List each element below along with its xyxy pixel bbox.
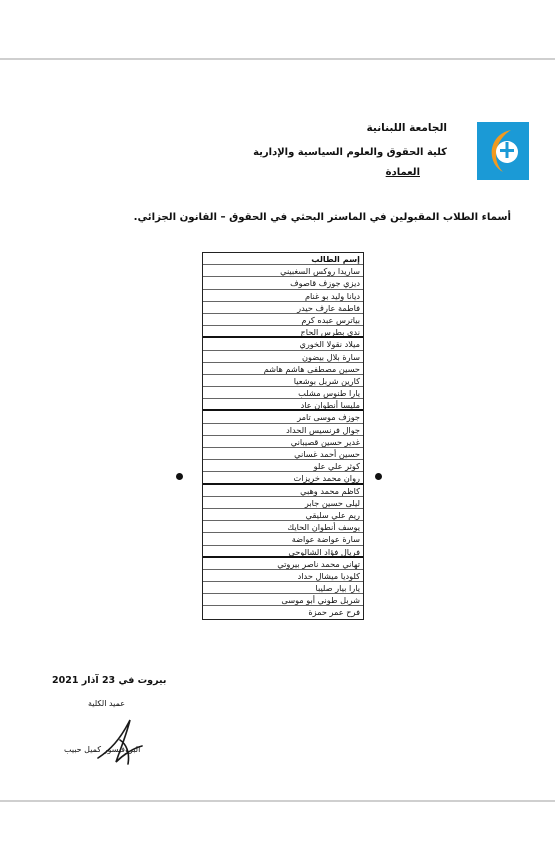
table-row: يارا بيار صليبا (203, 582, 363, 594)
table-row: كارين شربل بوشعيا (203, 375, 363, 387)
table-row: سارة عواضة عواضة (203, 533, 363, 545)
table-row: ليلى حسين جابر (203, 497, 363, 509)
university-logo (477, 122, 529, 180)
table-row: حسين مصطفى هاشم هاشم (203, 363, 363, 375)
table-row: فريال فؤاد الشالوحي (203, 546, 363, 558)
top-border-line (0, 58, 555, 60)
table-row: ديانا وليد بو غنام (203, 290, 363, 302)
table-row: حسين أحمد غساني (203, 448, 363, 460)
table-row: ساريدا روكس السغبيني (203, 265, 363, 277)
deanship-label: العمادة (385, 167, 420, 178)
table-row: ندى بطرس الحاج (203, 326, 363, 338)
table-header: إسم الطالب (203, 253, 363, 265)
university-name: الجامعة اللبنانية (366, 122, 447, 134)
table-row: بياترس عبده كرم (203, 314, 363, 326)
table-row: تهاني محمد ناصر بيروتي (203, 558, 363, 570)
students-table (202, 252, 364, 620)
signature-icon (90, 710, 150, 772)
table-row: جوزف موسى تامر (203, 411, 363, 423)
table-row: كاظم محمد وهبي (203, 485, 363, 497)
table-row: غدير حسين قصيباني (203, 436, 363, 448)
table-row: ريم علي سليقي (203, 509, 363, 521)
table-row: فاطمة عارف حيدر (203, 302, 363, 314)
table-row: فرح عمر حمزة (308, 607, 360, 618)
table-row: يارا طنوس مشلب (203, 387, 363, 399)
bullet-dot-right (375, 473, 382, 480)
bottom-border-line (0, 800, 555, 802)
table-row: جوال فرنسيس الحداد (203, 424, 363, 436)
bullet-dot-left (176, 473, 183, 480)
table-row: روان محمد خريزات (203, 472, 363, 484)
table-row: كوثر علي علو (203, 460, 363, 472)
table-row: ديزي جوزف قاصوف (203, 277, 363, 289)
table-row: مليسا أنطوان عاد (203, 399, 363, 411)
document-title: أسماء الطلاب المقبولين في الماستر البحثي في الحقوق – القانون الجزائي. (133, 212, 511, 223)
faculty-name: كلية الحقوق والعلوم السياسية والإدارية (253, 147, 447, 158)
table-row: ميلاد نقولا الخوري (203, 338, 363, 350)
table-row: شربل طوني أبو موسى (203, 594, 363, 606)
dean-title: عميد الكلية (88, 699, 125, 708)
document-date: بيروت في 23 آذار 2021 (52, 675, 167, 686)
table-row: يوسف أنطوان الحايك (203, 521, 363, 533)
professor-name: البروفيسور كميل حبيب (64, 745, 141, 754)
table-row: كلوديا ميشال حداد (203, 570, 363, 582)
table-row: سارة بلال بيضون (203, 351, 363, 363)
